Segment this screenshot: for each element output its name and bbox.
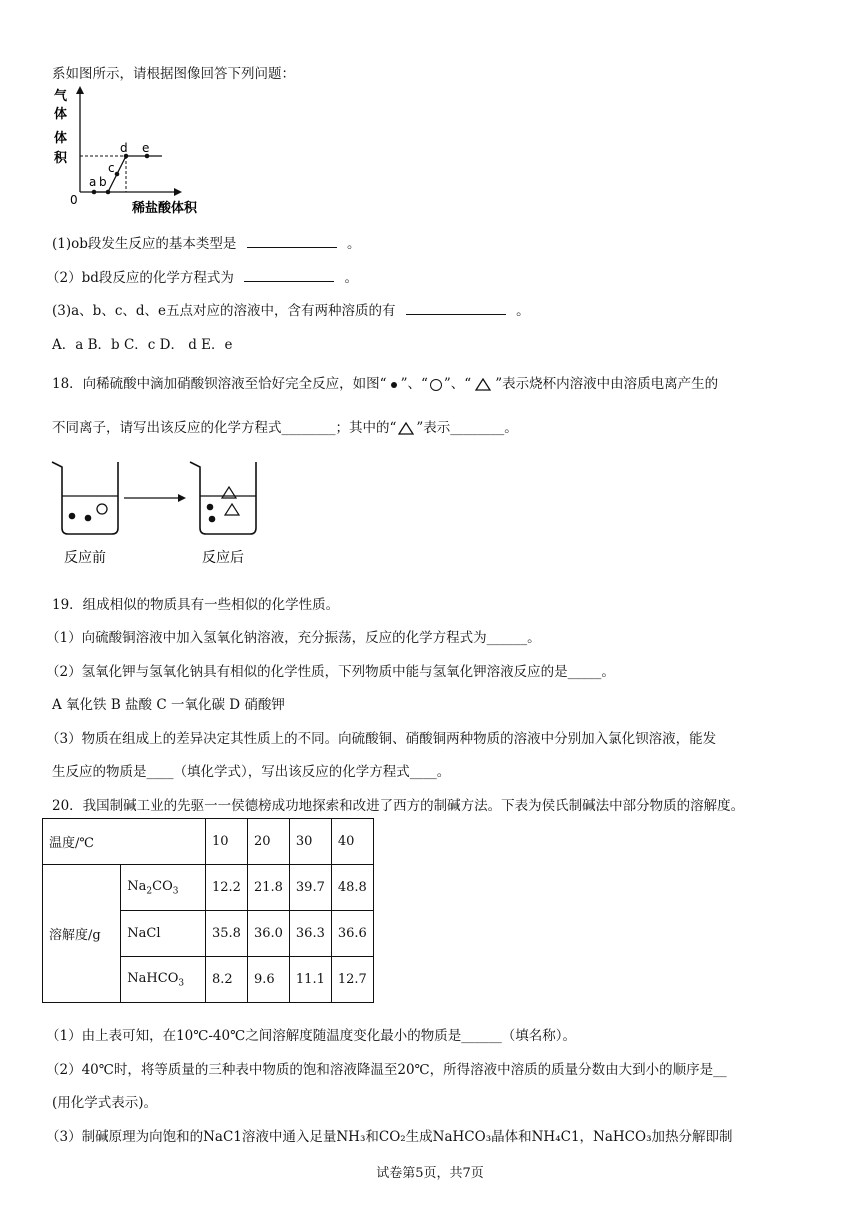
table-cell: 21.8 <box>247 865 289 911</box>
table-cell: 48.8 <box>331 865 373 911</box>
gas-volume-graph <box>50 86 230 216</box>
temp-10: 10 <box>206 819 248 865</box>
q17-options: A．a B．b C．c D． d E．e <box>52 337 233 353</box>
page-footer: 试卷第5页，共7页 <box>376 1166 484 1181</box>
q17-part2: （2）bd段反应的化学方程式为 。 <box>46 270 358 286</box>
q18-line2: 不同离子，请写出该反应的化学方程式________；其中的“ ”表示________。 <box>52 420 518 436</box>
substance-nacl: NaCl <box>121 911 206 957</box>
label-e: e <box>142 141 150 155</box>
point-b <box>106 190 111 195</box>
solid-dot-icon <box>391 382 397 388</box>
answer-blank[interactable] <box>406 302 506 315</box>
q19-title: 19．组成相似的物质具有一些相似的化学性质。 <box>52 597 340 613</box>
table-cell: 39.7 <box>289 865 331 911</box>
temp-20: 20 <box>247 819 289 865</box>
answer-blank[interactable] <box>244 269 334 282</box>
table-row <box>43 865 374 911</box>
q19-part3-a: （3）物质在组成上的差异决定其性质上的不同。向硫酸铜、硝酸铜两种物质的溶液中分别加入氯化钡溶液，能发 <box>46 731 717 747</box>
temp-40: 40 <box>331 819 373 865</box>
triangle-icon <box>398 422 414 435</box>
x-axis-arrow <box>174 188 182 196</box>
table-cell: 12.2 <box>206 865 248 911</box>
table-cell: 12.7 <box>331 957 373 1003</box>
q19-part3-b: 生反应的物质是____（填化学式），写出该反应的化学方程式____。 <box>52 764 451 780</box>
table-cell: 36.6 <box>331 911 373 957</box>
origin-label: 0 <box>70 193 78 207</box>
table-header-row <box>43 819 374 865</box>
answer-blank[interactable] <box>247 235 337 248</box>
temp-header: 温度/℃ <box>43 819 206 865</box>
q18-line1: 18．向稀硫酸中滴加硝酸钡溶液至恰好完全反应，如图“ ”、“ ”、“ ”表示烧杯内溶液中由溶质电离产生的 <box>52 376 719 392</box>
table-cell: 8.2 <box>206 957 248 1003</box>
table-cell: 35.8 <box>206 911 248 957</box>
q19-part2: （2）氢氧化钾与氢氧化钠具有相似的化学性质，下列物质中能与氢氧化钾溶液反应的是_____。 <box>46 664 615 680</box>
q20-part1: （1）由上表可知，在10℃-40℃之间溶解度随温度变化最小的物质是______（填名称）。 <box>46 1028 576 1044</box>
table-cell: 11.1 <box>289 957 331 1003</box>
solubility-label: 溶解度/g <box>43 865 121 1003</box>
table-cell: 36.3 <box>289 911 331 957</box>
x-axis-label: 稀盐酸体积 <box>132 201 198 216</box>
q20-part2-b: (用化学式表示)。 <box>52 1095 158 1111</box>
solubility-table <box>42 818 374 1003</box>
substance-nahco3: NaHCO$_3$ <box>121 957 206 1003</box>
q19-part1: （1）向硫酸铜溶液中加入氢氧化钠溶液，充分振荡，反应的化学方程式为______。 <box>46 630 541 646</box>
point-a <box>92 190 97 195</box>
substance-na2co3: $Na_2CO_3$ <box>121 865 206 911</box>
y-label-char-3: 体 <box>54 131 68 146</box>
q17-part3: (3)a、b、c、d、e五点对应的溶液中，含有两种溶质的有 。 <box>52 303 530 319</box>
beaker-before <box>52 462 118 534</box>
label-c: c <box>108 161 115 175</box>
q20-part3: （3）制碱原理为向饱和的NaC1溶液中通入足量NH₃和CO₂生成NaHCO₃晶体和NH₄C1，NaHCO₃加热分解即制 <box>46 1129 733 1145</box>
beaker-after <box>190 462 256 534</box>
y-label-char-4: 积 <box>54 151 68 166</box>
label-b: b <box>99 175 107 189</box>
y-label-char-2: 体 <box>54 107 68 122</box>
beaker-diagram <box>50 458 320 568</box>
q17-part1: (1)ob段发生反应的基本类型是 。 <box>52 236 361 252</box>
intro-text: 系如图所示，请根据图像回答下列问题： <box>52 66 295 82</box>
label-a: a <box>89 175 97 189</box>
q20-title: 20．我国制碱工业的先驱一一侯德榜成功地探索和改进了西方的制碱方法。下表为侯氏制碱法中部分物质的溶解度。 <box>52 798 745 814</box>
label-d: d <box>120 141 128 155</box>
q20-part2-a: （2）40℃时，将等质量的三种表中物质的饱和溶液降温至20℃，所得溶液中溶质的质量分数由大到小的顺序是__ <box>46 1062 727 1078</box>
triangle-icon <box>475 378 491 391</box>
circle-icon <box>430 379 442 391</box>
table-cell: 36.0 <box>247 911 289 957</box>
table-cell: 9.6 <box>247 957 289 1003</box>
temp-30: 30 <box>289 819 331 865</box>
y-axis-arrow <box>76 86 84 94</box>
y-label-char-1: 气 <box>54 89 68 104</box>
label-before: 反应前 <box>64 550 106 566</box>
label-after: 反应后 <box>202 550 244 566</box>
q19-options: A 氧化铁 B 盐酸 C 一氧化碳 D 硝酸钾 <box>52 697 285 713</box>
point-c <box>115 172 120 177</box>
